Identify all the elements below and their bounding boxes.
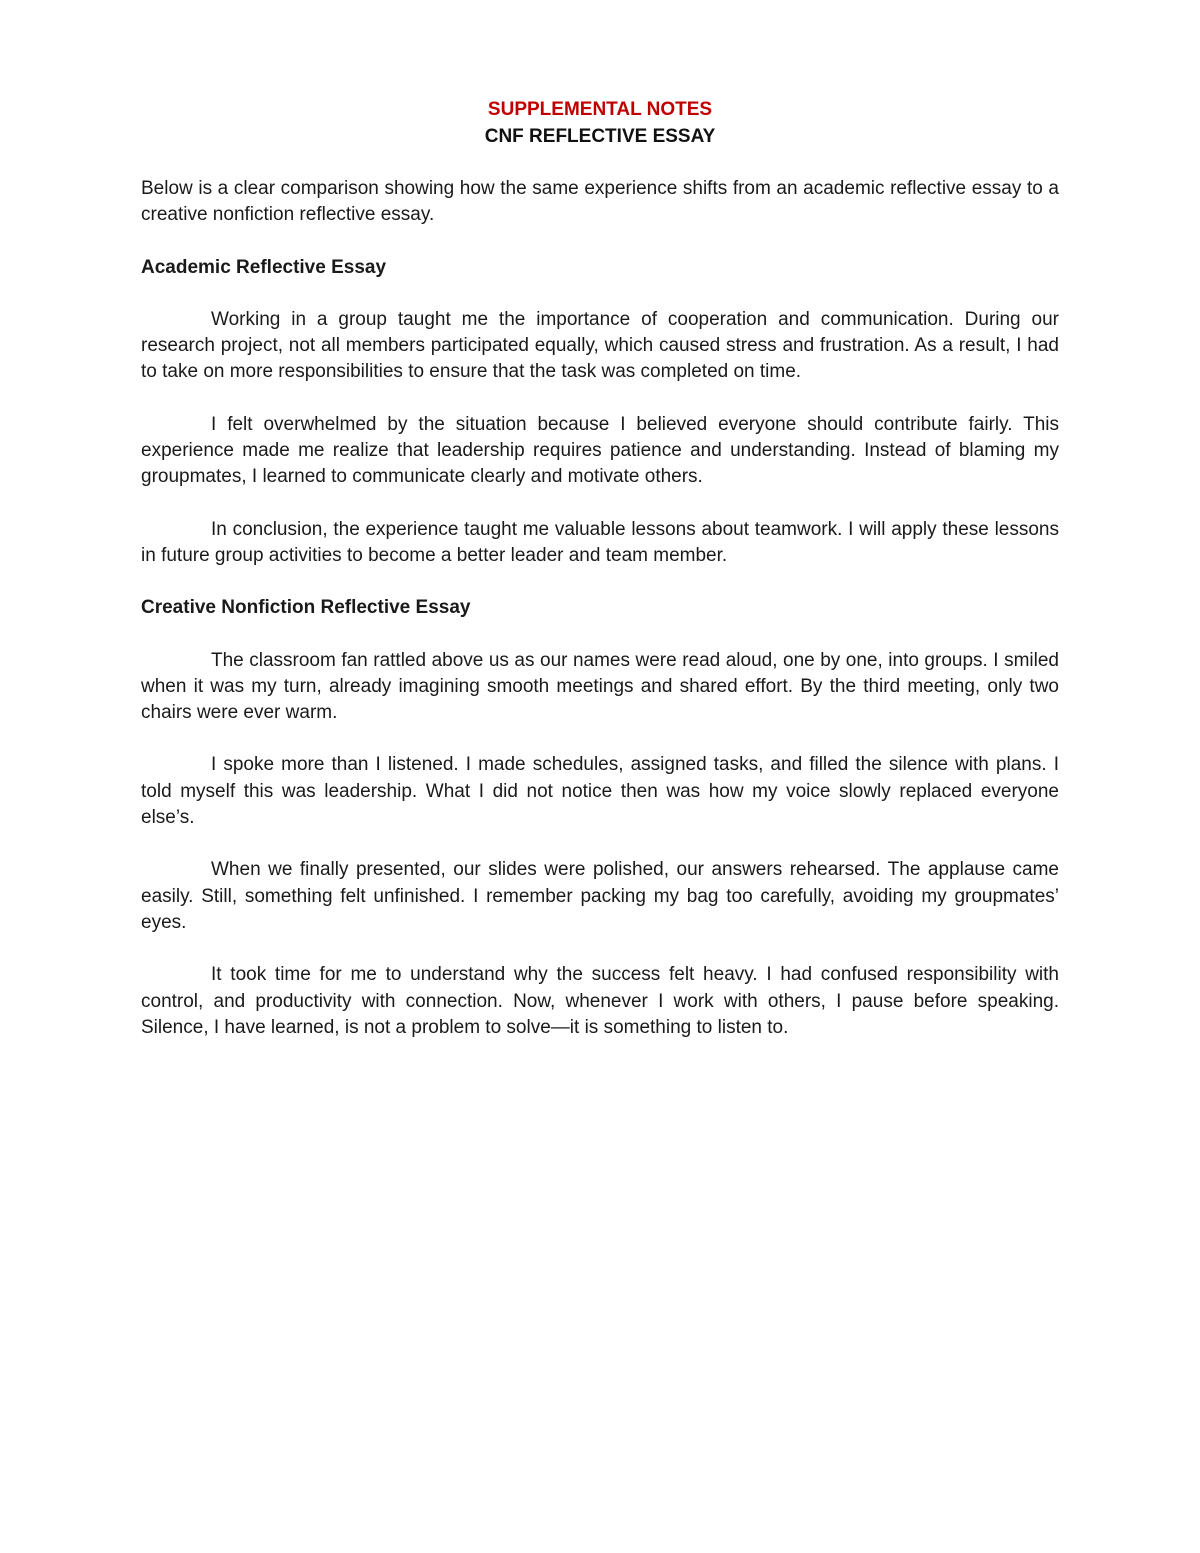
document-subtitle: CNF REFLECTIVE ESSAY: [484, 126, 716, 147]
body-paragraph: When we finally presented, our slides were polished, our answers rehearsed. The applause came easily. Still, something felt unfinished. I remember packing my bag too carefully, avoiding my groupmates’ eyes.: [141, 859, 1059, 933]
body-paragraph: It took time for me to understand why the success felt heavy. I had confused responsibility with control, and productivity with connection. Now, whenever I work with others, I pause before speaking. Silence, I have learned, is not a problem to solve—it is something to listen to.: [141, 964, 1059, 1038]
document-header: [141, 96, 1059, 150]
body-paragraph: I spoke more than I listened. I made schedules, assigned tasks, and filled the silence with plans. I told myself this was leadership. What I did not notice then was how my voice slowly replaced everyone else’s.: [141, 754, 1059, 829]
section-heading: Creative Nonfiction Reflective Essay: [141, 597, 471, 619]
section-academic: [141, 255, 1059, 570]
body-paragraph: The classroom fan rattled above us as our names were read aloud, one by one, into groups. I smiled when it was my turn, already imagining smooth meetings and shared effort. By the third meeting, only two chairs were ever warm.: [141, 649, 1059, 724]
document-title: SUPPLEMENTAL NOTES: [487, 99, 713, 120]
intro-paragraph: Below is a clear comparison showing how the same experience shifts from an academic reflective essay to a creative nonfiction reflective essay.: [141, 178, 1059, 226]
section-creative-nonfiction: [141, 595, 1059, 1041]
section-body: [141, 648, 1059, 1042]
body-paragraph: Working in a group taught me the importance of cooperation and communication. During our research project, not all members participated equally, which caused stress and frustration. As a result, I had to take on more responsibilities to ensure that the task was completed on time.: [141, 308, 1059, 383]
body-paragraph: I felt overwhelmed by the situation because I believed everyone should contribute fairly. This experience made me realize that leadership requires patience and understanding. Instead of blaming my groupmates, I learned to communicate clearly and motivate others.: [141, 413, 1059, 488]
body-paragraph: In conclusion, the experience taught me valuable lessons about teamwork. I will apply these lessons in future group activities to become a better leader and team member.: [141, 518, 1059, 566]
document-page: [141, 96, 1059, 1041]
section-heading: Academic Reflective Essay: [141, 256, 387, 278]
section-body: [141, 307, 1059, 569]
